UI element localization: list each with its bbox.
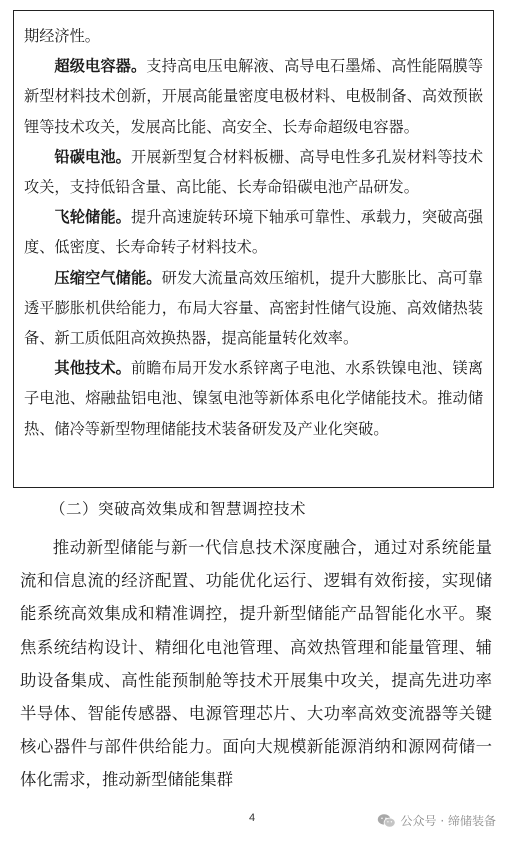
para-text: 支持高电压电解液、高导电石墨烯、高性能隔膜等新型材料技术创新，开展高能量密度电极材料、电极制备、高效预嵌锂等技术攻关，发展高比能、高安全、长寿命超级电容器。 — [24, 57, 484, 136]
para-lead: 压缩空气储能。 — [54, 268, 162, 287]
para-compressed-air — [24, 263, 483, 354]
para-lead: 铅碳电池。 — [54, 147, 131, 166]
para-text: 前瞻布局开发水系锌离子电池、水系铁镍电池、镁离子电池、熔融盐铝电池、镍氢电池等新体系电化学储能技术。推动储热、储冷等新型物理储能技术装备研发及产业化突破。 — [24, 359, 484, 438]
para-lead: 超级电容器。 — [54, 57, 147, 76]
para-text: 开展新型复合材料板栅、高导电性多孔炭材料等技术攻关，支持低铅含量、高比能、长寿命铅碳电池产品研发。 — [24, 147, 484, 197]
page-number: 4 — [249, 812, 256, 824]
para-lead-carbon — [24, 142, 483, 202]
section-heading: （二）突破高效集成和智慧调控技术 — [50, 500, 307, 518]
para-flywheel — [24, 202, 483, 262]
watermark-text: 公众号 · 缔储装备 — [400, 814, 496, 828]
para-supercapacitor — [24, 51, 483, 142]
box-continuation-line: 期经济性。 — [24, 27, 100, 45]
para-other-tech — [24, 353, 483, 444]
para-text: 研发大流量高效压缩机，提升大膨胀比、高可靠透平膨胀机供给能力，布局大容量、高密封性储气设施、高效储热装备、新工质低阻高效换热器，提高能量转化效率。 — [24, 268, 484, 348]
para-lead: 飞轮储能。 — [54, 208, 131, 227]
technology-box — [13, 10, 494, 488]
section-body: 推动新型储能与新一代信息技术深度融合，通过对系统能量流和信息流的经济配置、功能优化运行、逻辑有效衔接，实现储能系统高效集成和精准调控，提升新型储能产品智能化水平。聚焦系统结构设计、精细化电池管理、高效热管理和能量管理、辅助设备集成、高性能预制舱等技术开展集中攻关，提高先进功率半导体、智能传感器、电源管理芯片、大功率高效变流器等关键核心器件与部件供给能力。面向大规模新能源消纳和源网荷储一体化需求，推动新型储能集群 — [20, 538, 492, 790]
para-text: 提升高速旋转环境下轴承可靠性、承载力，突破高强度、低密度、长寿命转子材料技术。 — [24, 208, 484, 257]
box-content — [24, 21, 483, 444]
wechat-icon — [377, 813, 396, 829]
para-lead: 其他技术。 — [54, 359, 131, 378]
watermark — [377, 812, 496, 829]
